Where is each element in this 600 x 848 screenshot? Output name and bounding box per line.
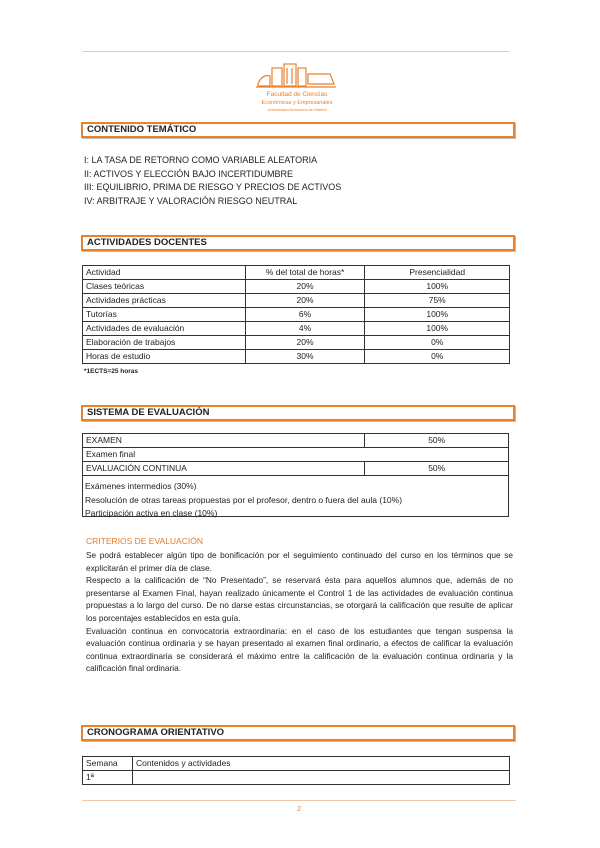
table-cell: Actividades prácticas xyxy=(83,294,246,308)
section-actividades-docentes: ACTIVIDADES DOCENTES xyxy=(81,235,515,251)
table-cell: 4% xyxy=(245,322,365,336)
table-cell: 100% xyxy=(365,308,510,322)
table-cell: Horas de estudio xyxy=(83,350,246,364)
table-row xyxy=(83,434,509,448)
topic-item: III: EQUILIBRIO, PRIMA DE RIESGO Y PRECIOS DE ACTIVOS xyxy=(84,182,342,192)
table-header-row xyxy=(83,266,510,280)
header-cell: Contenidos y actividades xyxy=(132,757,509,771)
header-rule xyxy=(82,51,509,52)
eval-item: Resolución de otras tareas propuestas por el profesor, dentro o fuera del aula (10%) xyxy=(85,494,403,505)
table-row xyxy=(83,322,510,336)
eval-continua-label: EVALUACIÓN CONTINUA xyxy=(83,462,365,476)
table-cell: 20% xyxy=(245,294,365,308)
header-cell: % del total de horas* xyxy=(245,266,365,280)
eval-continua-pct: 50% xyxy=(365,462,509,476)
footer-rule xyxy=(82,800,516,801)
ects-note: *1ECTS=25 horas xyxy=(84,368,139,375)
table-cell: 100% xyxy=(365,322,510,336)
logo-line-2: Económicas y Empresariales xyxy=(261,100,333,106)
table-cell: 1ª xyxy=(83,771,133,785)
criteria-text xyxy=(86,549,513,675)
eval-examen-label: EXAMEN xyxy=(83,434,365,448)
logo-line-3: Universidad Autónoma de Madrid xyxy=(267,107,327,112)
table-cell: Tutorías xyxy=(83,308,246,322)
topic-item: IV: ARBITRAJE Y VALORACIÓN RIESGO NEUTRAL xyxy=(84,195,298,206)
table-row xyxy=(83,294,510,308)
section-contenido-tematico: CONTENIDO TEMÁTICO xyxy=(81,122,515,138)
criteria-title: CRITERIOS DE EVALUACIÓN xyxy=(86,536,203,546)
table-cell xyxy=(132,771,509,785)
eval-item: Exámenes intermedios (30%) xyxy=(85,481,197,491)
table-row xyxy=(83,771,510,785)
table-cell: 0% xyxy=(365,336,510,350)
eval-item: Participación activa en clase (10%) xyxy=(85,508,218,518)
eval-examen-final: Examen final xyxy=(83,448,509,462)
page-number: 2 xyxy=(297,804,302,813)
activities-table xyxy=(82,265,510,364)
table-cell: 30% xyxy=(245,350,365,364)
topics-list xyxy=(84,154,341,208)
faculty-logo xyxy=(252,60,342,116)
table-cell: Actividades de evaluación xyxy=(83,322,246,336)
criteria-paragraph: Evaluación continua en convocatoria extraordinaria: en el caso de los estudiantes que tengan suspensa la evaluación continua ordinaria y se hayan presentado al examen final ordinario, a efectos de calificar la evaluación continua extraordinaria se considerará el máximo entre la calificación de la evaluación continua ordinaria y la calificación final ordinaria. xyxy=(86,625,513,674)
table-row xyxy=(83,350,510,364)
header-cell: Presencialidad xyxy=(365,266,510,280)
table-row xyxy=(83,280,510,294)
logo-line-1: Facultad de Ciencias xyxy=(266,91,328,98)
header-cell: Actividad xyxy=(83,266,246,280)
table-row xyxy=(83,308,510,322)
table-cell: 6% xyxy=(245,308,365,322)
table-cell: 100% xyxy=(365,280,510,294)
criteria-paragraph: Se podrá establecer algún tipo de bonificación por el seguimiento continuado del curso en los términos que se explicitarán el primer día de clase. xyxy=(86,550,513,573)
section-sistema-evaluacion: SISTEMA DE EVALUACIÓN xyxy=(81,405,515,421)
table-cell: 20% xyxy=(245,336,365,350)
table-row xyxy=(83,448,509,462)
table-cell: 75% xyxy=(365,294,510,308)
criteria-paragraph: Respecto a la calificación de “No Presentado”, se reservará ésta para aquellos alumnos que, además de no presentarse al Examen Final, hayan realizado únicamente el Control 1 de las actividades de evaluación continua propuestas a lo largo del curso. De no darse estas circunstancias, se otorgará la calificación que resulte de aplicar los porcentajes establecidos en esta guía. xyxy=(86,575,513,623)
table-cell: 0% xyxy=(365,350,510,364)
table-row xyxy=(83,336,510,350)
table-row xyxy=(83,462,509,476)
eval-examen-pct: 50% xyxy=(365,434,509,448)
table-cell: Clases teóricas xyxy=(83,280,246,294)
table-cell: 20% xyxy=(245,280,365,294)
table-header-row xyxy=(83,757,510,771)
section-cronograma: CRONOGRAMA ORIENTATIVO xyxy=(81,725,515,741)
eval-items xyxy=(85,480,402,521)
topic-item: I: LA TASA DE RETORNO COMO VARIABLE ALEATORIA xyxy=(84,155,318,165)
table-cell: Elaboración de trabajos xyxy=(83,336,246,350)
header-cell: Semana xyxy=(83,757,133,771)
schedule-table xyxy=(82,756,510,785)
topic-item: II: ACTIVOS Y ELECCIÓN BAJO INCERTIDUMBRE xyxy=(84,168,294,179)
